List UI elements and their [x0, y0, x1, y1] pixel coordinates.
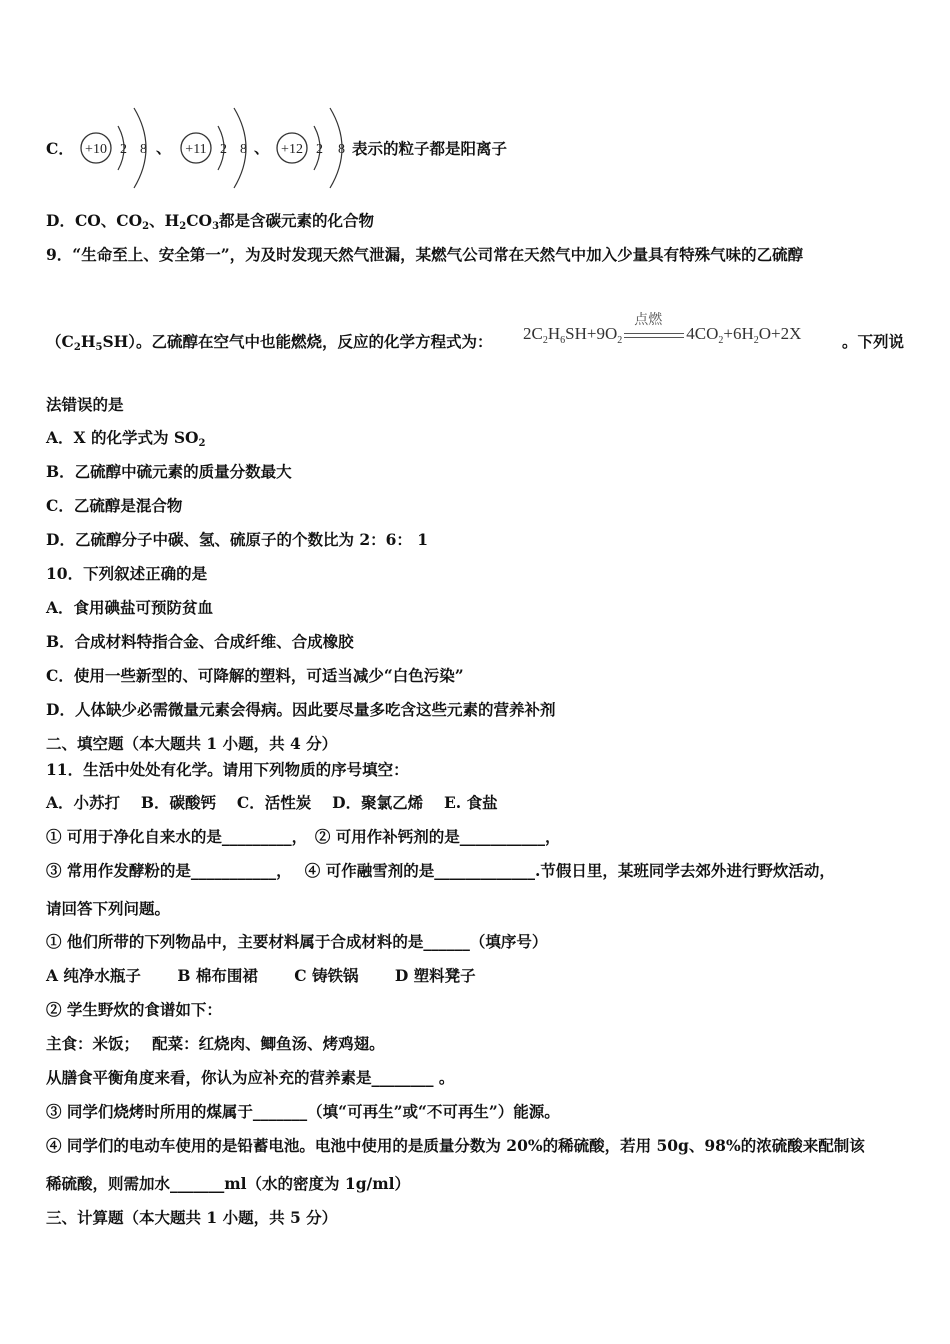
q9-option-d: D．乙硫醇分子中碳、氢、硫原子的个数比为 2：6： 1 [46, 530, 429, 549]
atom-diagram-2 [181, 108, 247, 188]
q10-option-b: B．合成材料特指合金、合成纤维、合成橡胶 [46, 632, 354, 651]
q11-blank-line2b: 请回答下列问题。 [46, 899, 171, 918]
atom-structure-diagrams [74, 100, 364, 195]
shell-1-2: 8 [140, 142, 147, 157]
atom-diagram-3 [277, 108, 345, 188]
option-d-text: D．CO、$CO_2$、$H_2CO_3$都是含碳元素的化合物 [46, 211, 375, 232]
shell-2-2: 8 [240, 142, 247, 157]
q9-option-a: A．X 的化学式为 $SO_2$ [46, 428, 206, 449]
q11-sub2-question: 从膳食平衡角度来看，你认为应补充的营养素是________ 。 [46, 1068, 455, 1087]
q11-sub4: ④ 同学们的电动车使用的是铅蓄电池。电池中使用的是质量分数为 20%的稀硫酸，若用 50g、98%的浓硫酸来配制该 [46, 1136, 865, 1155]
q11-blank-line1: ① 可用于净化自来水的是_________， ② 可用作补钙剂的是___________， [46, 827, 561, 846]
q11-options: A．小苏打 B．碳酸钙 C．活性炭 D．聚氯乙烯 E. 食盐 [46, 793, 498, 812]
q10-option-d: D．人体缺少必需微量元素会得病。因此要尽量多吃含这些元素的营养补剂 [46, 700, 556, 719]
q9-stem-line2-end: 。下列说 [842, 332, 905, 351]
q9-option-c: C．乙硫醇是混合物 [46, 496, 183, 515]
shell-1-1: 2 [120, 142, 127, 157]
shell-2-1: 2 [220, 142, 227, 157]
atom-diagram-1 [81, 108, 147, 188]
nucleus-2: +11 [185, 142, 207, 157]
nucleus-1: +10 [85, 142, 107, 157]
option-c-text: 表示的粒子都是阳离子 [352, 139, 508, 158]
section-2-heading: 二、填空题（本大题共 1 小题，共 4 分） [46, 734, 338, 753]
q11-menu: 主食：米饭； 配菜：红烧肉、鲫鱼汤、烤鸡翅。 [46, 1034, 385, 1053]
q11-stem: 11．生活中处处有化学。请用下列物质的序号填空： [46, 760, 409, 779]
q11-sub1: ① 他们所带的下列物品中，主要材料属于合成材料的是______（填序号） [46, 932, 548, 951]
sep-1: 、 [156, 139, 172, 157]
q11-sub2: ② 学生野炊的食谱如下： [46, 1000, 222, 1019]
sep-2: 、 [254, 139, 270, 157]
q9-option-b: B．乙硫醇中硫元素的质量分数最大 [46, 462, 292, 481]
chemical-equation: $2C_2H_6SH+9O_2$ 点燃 $4CO_2+6H_2O+2X$ [523, 324, 801, 346]
shell-3-1: 2 [316, 142, 323, 157]
option-c-label: C． [46, 139, 74, 158]
q10-option-c: C．使用一些新型的、可降解的塑料，可适当减少“白色污染” [46, 666, 464, 685]
q9-stem-line1: 9．“生命至上、安全第一”，为及时发现天然气泄漏，某燃气公司常在天然气中加入少量具有特殊气味的乙硫醇 [46, 245, 804, 264]
q11-sub4b: 稀硫酸，则需加水_______ml（水的密度为 1g/ml） [46, 1174, 411, 1193]
q9-stem-line3: 法错误的是 [46, 395, 124, 414]
q11-blank-line2: ③ 常用作发酵粉的是___________， ④ 可作融雪剂的是_____________.节假日里，某班同学去郊外进行野炊活动， [46, 861, 835, 880]
q11-sub1-options: A 纯净水瓶子 B 棉布围裙 C 铸铁锅 D 塑料凳子 [46, 966, 476, 985]
reaction-condition: 点燃 [634, 311, 663, 328]
nucleus-3: +12 [281, 142, 303, 157]
q11-sub3: ③ 同学们烧烤时所用的煤属于_______（填“可再生”或“不可再生”）能源。 [46, 1102, 560, 1121]
q9-stem-line2: $(C_2H_5SH)$。乙硫醇在空气中也能燃烧，反应的化学方程式为： [46, 332, 493, 353]
q10-stem: 10．下列叙述正确的是 [46, 564, 208, 583]
shell-3-2: 8 [338, 142, 345, 157]
section-3-heading: 三、计算题（本大题共 1 小题，共 5 分） [46, 1208, 338, 1227]
q10-option-a: A．食用碘盐可预防贫血 [46, 598, 214, 617]
